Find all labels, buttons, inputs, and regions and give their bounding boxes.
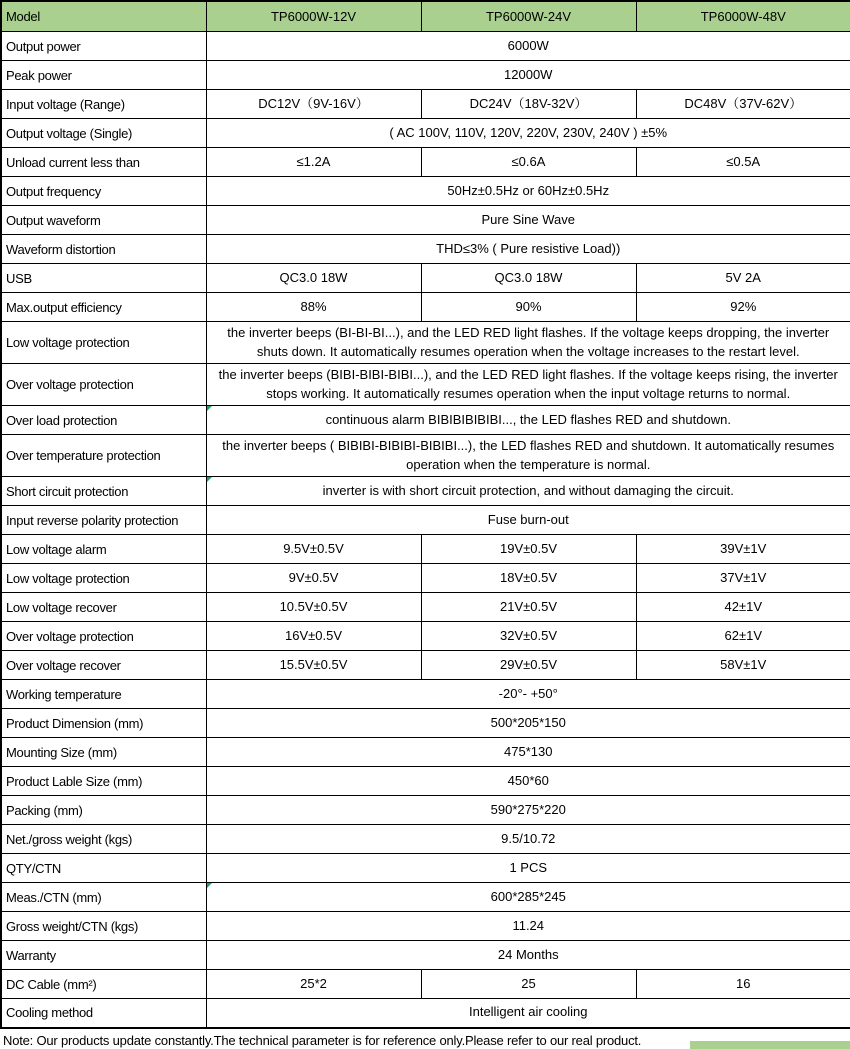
row-label: Low voltage recover: [1, 593, 206, 622]
row-value: 90%: [421, 293, 636, 322]
row-value: 600*285*245: [206, 883, 850, 912]
row-value: the inverter beeps (BI-BI-BI...), and the LED RED light flashes. If the voltage keeps dropping, the inverter shuts down. It automatically resumes operation when the voltage increases to the restart level.: [206, 322, 850, 364]
row-label: Over voltage protection: [1, 364, 206, 406]
row-value: 39V±1V: [636, 535, 850, 564]
row-value: inverter is with short circuit protection, and without damaging the circuit.: [206, 477, 850, 506]
row-value: 50Hz±0.5Hz or 60Hz±0.5Hz: [206, 177, 850, 206]
row-label: Warranty: [1, 941, 206, 970]
row-value: 15.5V±0.5V: [206, 651, 421, 680]
row-value: 25*2: [206, 970, 421, 999]
row-value: 24 Months: [206, 941, 850, 970]
row-value: the inverter beeps (BIBI-BIBI-BIBI...), and the LED RED light flashes. If the voltage keeps rising, the inverter stops working. It automatically resumes operation when the input voltage returns to normal.: [206, 364, 850, 406]
row-value: 18V±0.5V: [421, 564, 636, 593]
row-label: Max.output efficiency: [1, 293, 206, 322]
row-value: 16: [636, 970, 850, 999]
table-row: [1, 883, 850, 912]
row-value: 9V±0.5V: [206, 564, 421, 593]
row-value: DC12V（9V-16V）: [206, 90, 421, 119]
row-label: Peak power: [1, 61, 206, 90]
note-text: Note: Our products update constantly.The technical parameter is for reference only.Please refer to our real product.: [3, 1032, 642, 1048]
row-value: 9.5V±0.5V: [206, 535, 421, 564]
table-row: [1, 506, 850, 535]
table-row: [1, 564, 850, 593]
table-row: [1, 912, 850, 941]
row-value: ( AC 100V, 110V, 120V, 220V, 230V, 240V ) ±5%: [206, 119, 850, 148]
table-row: [1, 177, 850, 206]
row-value: 9.5/10.72: [206, 825, 850, 854]
row-value: 25: [421, 970, 636, 999]
header-row: [1, 1, 850, 32]
row-label: Output waveform: [1, 206, 206, 235]
table-row: [1, 90, 850, 119]
row-label: Input voltage (Range): [1, 90, 206, 119]
table-row: [1, 235, 850, 264]
row-label: Mounting Size (mm): [1, 738, 206, 767]
table-row: [1, 293, 850, 322]
row-value: Fuse burn-out: [206, 506, 850, 535]
row-value: the inverter beeps ( BIBIBI-BIBIBI-BIBIBI...), the LED flashes RED and shutdown. It automatically resumes operation when the temperature is normal.: [206, 435, 850, 477]
row-value: Pure Sine Wave: [206, 206, 850, 235]
row-value: THD≤3% ( Pure resistive Load)): [206, 235, 850, 264]
header-model-label: Model: [1, 1, 206, 32]
table-row: [1, 970, 850, 999]
table-row: [1, 61, 850, 90]
header-col-24v: TP6000W-24V: [421, 1, 636, 32]
table-row: [1, 854, 850, 883]
row-value: 590*275*220: [206, 796, 850, 825]
row-label: Cooling method: [1, 999, 206, 1028]
row-label: Packing (mm): [1, 796, 206, 825]
row-value: 32V±0.5V: [421, 622, 636, 651]
row-value: 29V±0.5V: [421, 651, 636, 680]
header-col-12v: TP6000W-12V: [206, 1, 421, 32]
table-row: [1, 406, 850, 435]
table-row: [1, 264, 850, 293]
row-label: Output power: [1, 32, 206, 61]
row-value: 5V 2A: [636, 264, 850, 293]
row-label: Unload current less than: [1, 148, 206, 177]
row-value: QC3.0 18W: [206, 264, 421, 293]
table-row: [1, 535, 850, 564]
row-label: Over voltage recover: [1, 651, 206, 680]
table-row: [1, 435, 850, 477]
row-value: DC24V（18V-32V）: [421, 90, 636, 119]
table-row: [1, 709, 850, 738]
table-row: [1, 322, 850, 364]
row-label: Product Lable Size (mm): [1, 767, 206, 796]
row-label: DC Cable (mm²): [1, 970, 206, 999]
row-value: 1 PCS: [206, 854, 850, 883]
row-label: Short circuit protection: [1, 477, 206, 506]
row-value: ≤0.6A: [421, 148, 636, 177]
row-value: 21V±0.5V: [421, 593, 636, 622]
row-value: -20°- +50°: [206, 680, 850, 709]
table-row: [1, 738, 850, 767]
row-label: Meas./CTN (mm): [1, 883, 206, 912]
table-row: [1, 680, 850, 709]
row-label: Over voltage protection: [1, 622, 206, 651]
table-row: [1, 593, 850, 622]
row-label: Output frequency: [1, 177, 206, 206]
table-row: [1, 119, 850, 148]
table-row: [1, 477, 850, 506]
table-row: [1, 941, 850, 970]
table-row: [1, 767, 850, 796]
row-value: 58V±1V: [636, 651, 850, 680]
row-value: ≤1.2A: [206, 148, 421, 177]
row-value: 37V±1V: [636, 564, 850, 593]
row-value: Intelligent air cooling: [206, 999, 850, 1028]
table-row: [1, 622, 850, 651]
row-label: QTY/CTN: [1, 854, 206, 883]
row-value: ≤0.5A: [636, 148, 850, 177]
row-label: Over load protection: [1, 406, 206, 435]
row-value: 500*205*150: [206, 709, 850, 738]
table-row: [1, 651, 850, 680]
table-row: [1, 796, 850, 825]
row-label: Product Dimension (mm): [1, 709, 206, 738]
row-label: Gross weight/CTN (kgs): [1, 912, 206, 941]
row-label: Over temperature protection: [1, 435, 206, 477]
row-label: Input reverse polarity protection: [1, 506, 206, 535]
row-value: 6000W: [206, 32, 850, 61]
header-col-48v: TP6000W-48V: [636, 1, 850, 32]
row-label: Waveform distortion: [1, 235, 206, 264]
row-value: continuous alarm BIBIBIBIBIBI..., the LED flashes RED and shutdown.: [206, 406, 850, 435]
table-row: [1, 999, 850, 1028]
row-value: 10.5V±0.5V: [206, 593, 421, 622]
row-label: USB: [1, 264, 206, 293]
row-value: 42±1V: [636, 593, 850, 622]
row-label: Low voltage protection: [1, 564, 206, 593]
row-label: Low voltage protection: [1, 322, 206, 364]
row-value: DC48V（37V-62V）: [636, 90, 850, 119]
row-value: 62±1V: [636, 622, 850, 651]
row-label: Working temperature: [1, 680, 206, 709]
row-value: 450*60: [206, 767, 850, 796]
row-label: Output voltage (Single): [1, 119, 206, 148]
row-value: 92%: [636, 293, 850, 322]
row-value: 19V±0.5V: [421, 535, 636, 564]
table-row: [1, 825, 850, 854]
table-row: [1, 206, 850, 235]
row-value: 12000W: [206, 61, 850, 90]
row-label: Net./gross weight (kgs): [1, 825, 206, 854]
row-value: 16V±0.5V: [206, 622, 421, 651]
row-value: 475*130: [206, 738, 850, 767]
row-value: QC3.0 18W: [421, 264, 636, 293]
table-row: [1, 148, 850, 177]
row-label: Low voltage alarm: [1, 535, 206, 564]
table-row: [1, 364, 850, 406]
table-row: [1, 32, 850, 61]
row-value: 88%: [206, 293, 421, 322]
bottom-green-strip: [690, 1041, 850, 1049]
row-value: 11.24: [206, 912, 850, 941]
